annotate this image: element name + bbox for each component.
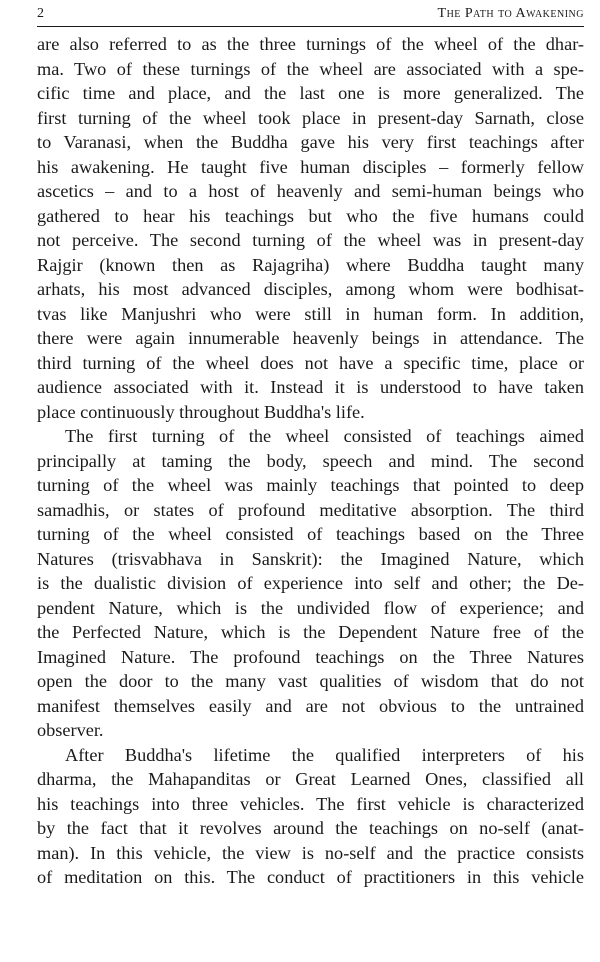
paragraph-1 — [37, 32, 584, 424]
text-line: Rajgir (known then as Rajagriha) where Buddha taught many — [37, 254, 584, 275]
text-line: dharma, the Mahapanditas or Great Learned Ones, classified all — [37, 769, 584, 789]
text-line: the Perfected Nature, which is the Dependent Nature free of the — [37, 622, 584, 642]
text-line: After Buddha's lifetime the qualified interpreters of his — [65, 744, 584, 765]
text-line: Natures (trisvabhava in Sanskrit): the Imagined Nature, which — [37, 548, 584, 569]
text-line: not perceive. The second turning of the wheel was in present-day — [37, 230, 584, 250]
text-line: his teachings into three vehicles. The first vehicle is characterized — [37, 793, 584, 814]
text-line: cific time and place, and the last one is more generalized. The — [37, 83, 584, 103]
paragraph-3 — [37, 743, 584, 890]
text-line: principally at taming the body, speech and mind. The second — [37, 450, 584, 471]
text-line: manifest themselves easily and are not obvious to the untrained — [37, 695, 584, 716]
body-text — [37, 32, 584, 890]
paragraph-2 — [37, 424, 584, 743]
text-line: by the fact that it revolves around the teachings on no-self (anat- — [37, 818, 584, 838]
text-line: observer. — [37, 720, 104, 740]
text-line: arhats, his most advanced disciples, among whom were bodhisat- — [37, 279, 584, 299]
text-line: are also referred to as the three turnings of the wheel of the dhar- — [37, 34, 584, 54]
running-header — [37, 4, 584, 27]
text-line: open the door to the many vast qualities of wisdom that do not — [37, 671, 584, 691]
text-line: place continuously throughout Buddha's life. — [37, 401, 365, 422]
text-line: man). In this vehicle, the view is no-self and the practice consists — [37, 842, 584, 863]
text-line: samadhis, or states of profound meditative absorption. The third — [37, 499, 584, 520]
text-line: is the dualistic division of experience into self and other; the De- — [37, 573, 584, 593]
text-line: gathered to hear his teachings but who the five humans could — [37, 205, 584, 226]
text-line: ma. Two of these turnings of the wheel are associated with a spe- — [37, 58, 584, 79]
running-head-title: The Path to Awakening — [437, 6, 584, 21]
text-line: pendent Nature, which is the undivided flow of experience; and — [37, 597, 584, 618]
text-line: of meditation on this. The conduct of practitioners in this vehicle — [37, 867, 584, 887]
text-line: to Varanasi, when the Buddha gave his very first teachings after — [37, 132, 584, 152]
text-line: there were again innumerable heavenly beings in attendance. The — [37, 328, 584, 348]
text-line: Imagined Nature. The profound teachings on the Three Natures — [37, 646, 584, 667]
text-line: audience associated with it. Instead it is understood to have taken — [37, 377, 584, 397]
text-line: ascetics – and to a host of heavenly and semi-human beings who — [37, 181, 584, 201]
text-line: third turning of the wheel does not have a specific time, place or — [37, 352, 584, 373]
text-line: The first turning of the wheel consisted of teachings aimed — [65, 426, 584, 446]
text-line: first turning of the wheel took place in present-day Sarnath, close — [37, 107, 584, 128]
text-line: turning of the wheel was mainly teachings that pointed to deep — [37, 475, 584, 495]
text-line: his awakening. He taught five human disciples – formerly fellow — [37, 156, 584, 177]
page-number: 2 — [37, 6, 44, 21]
text-line: tvas like Manjushri who were still in human form. In addition, — [37, 303, 584, 324]
text-line: turning of the wheel consisted of teachings based on the Three — [37, 524, 584, 544]
